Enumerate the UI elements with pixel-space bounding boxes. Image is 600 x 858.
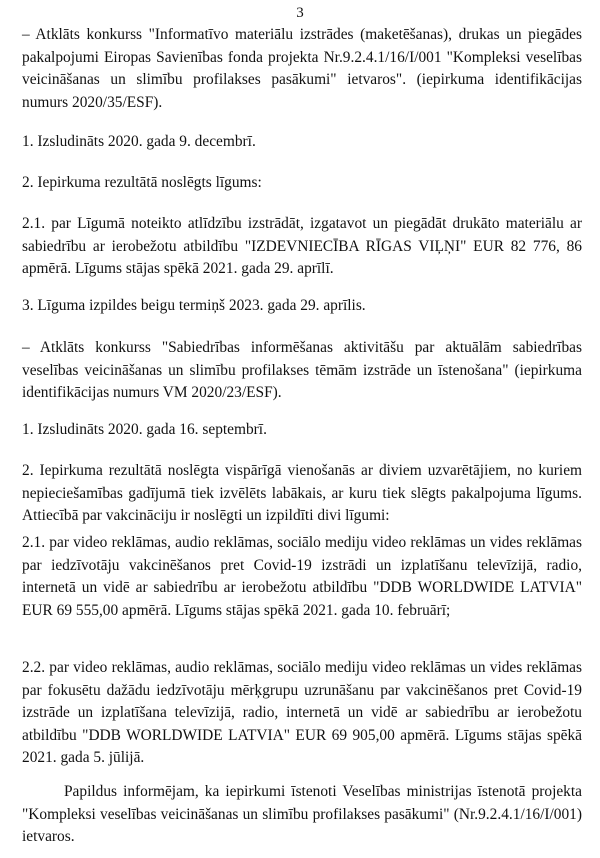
paragraph-result-2: 2. Iepirkuma rezultātā noslēgta vispārīgā vienošanās ar diviem uzvarētājiem, no kuriem nepieciešamības gadījumā tiek izvēlēts labākais, ar kuru tiek slēgts pakalpojuma līgums. Attiecībā par vakcināciju ir noslēgti un izpildīti divi līgumi:	[22, 462, 582, 524]
paragraph-tender-1: – Atklāts konkurss "Informatīvo materiālu izstrādes (maketēšanas), drukas un piegādes pakalpojumi Eiropas Savienības fonda projekta Nr.9.2.4.1/16/I/001 "Kompleksi veselības veicināšanas un slimību profilakses pasākumi" ietvaros". (iepirkuma identifikācijas numurs 2020/35/ESF).	[22, 26, 582, 111]
paragraph-contract-vaccination-1: 2.1. par video reklāmas, audio reklāmas, sociālo mediju video reklāmas un vides reklāmas par iedzīvotāju vakcinēšanos pret Covid-19 izstrādi un izplatīšanu televīzijā, radio, internetā un vidē ar sabiedrību ar ierobežotu atbildību "DDB WORLDWIDE LATVIA" EUR 69 555,00 apmērā. Līgums stājas spēkā 2021. gada 10. februārī;	[22, 534, 582, 619]
paragraph-announced-2: 1. Izsludināts 2020. gada 16. septembrī.	[22, 421, 267, 438]
paragraph-tender-2: – Atklāts konkurss "Sabiedrības informēšanas aktivitāšu par aktuālām sabiedrības veselības veicināšanas un slimību profilakses tēmām izstrāde un īstenošana" (iepirkuma identifikācijas numurs VM 2020/23/ESF).	[22, 339, 582, 401]
paragraph-closing: Papildus informējam, ka iepirkumi īstenoti Veselības ministrijas īstenotā projekta "Kompleksi veselības veicināšanas un slimību profilakses pasākumi" (Nr.9.2.4.1/16/I/001) ietvaros.	[22, 783, 582, 845]
paragraph-contract-vaccination-2: 2.2. par video reklāmas, audio reklāmas, sociālo mediju video reklāmas un vides reklāmas par fokusētu dažādu iedzīvotāju mērķgrupu uzrunāšanu par vakcinēšanos pret Covid-19 izstrāde un izplatīšana televīzijā, radio, internetā un vidē ar sabiedrību ar ierobežotu atbildību "DDB WORLDWIDE LATVIA" EUR 69 905,00 apmērā. Līgums stājas spēkā 2021. gada 5. jūlijā.	[22, 659, 582, 766]
paragraph-deadline: 3. Līguma izpildes beigu termiņš 2023. gada 29. aprīlis.	[22, 297, 366, 314]
paragraph-announced-1: 1. Izsludināts 2020. gada 9. decembrī.	[22, 133, 256, 150]
page-number: 3	[296, 5, 304, 21]
paragraph-result-1: 2. Iepirkuma rezultātā noslēgts līgums:	[22, 174, 262, 191]
paragraph-contract-2-1: 2.1. par Līgumā noteikto atlīdzību izstrādāt, izgatavot un piegādāt drukāto materiālu ar sabiedrību ar ierobežotu atbildību "IZDEVNIECĪBA RĪGAS VIĻŅI" EUR 82 776, 86 apmērā. Līgums stājas spēkā 2021. gada 29. aprīlī.	[22, 215, 582, 277]
